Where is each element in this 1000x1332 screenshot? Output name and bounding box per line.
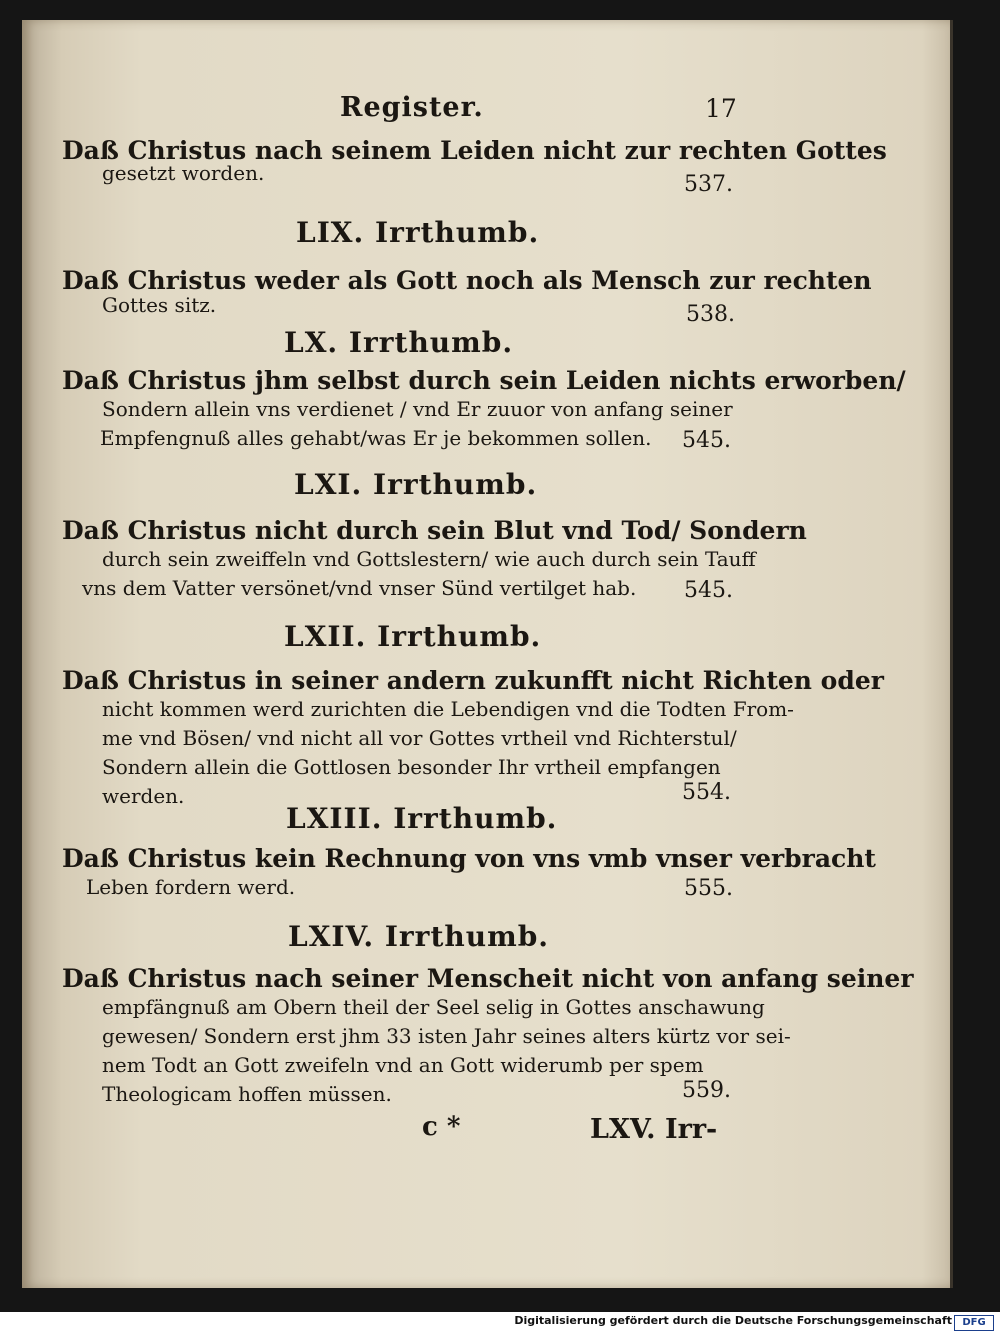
page-reference: 545. [684,578,733,603]
register-entry [62,136,887,188]
entry-line: nem Todt an Gott zweifeln vnd an Gott widerumb per spem [102,1053,704,1077]
page-number: 17 [705,94,737,123]
entry-line: vns dem Vatter versönet/vnd vnser Sünd vertilget hab. [82,576,637,600]
running-title: Register. [340,92,484,123]
digitization-footer [0,1312,1000,1332]
register-entry [62,666,884,811]
entry-line: werden. [102,784,185,808]
page-reference: 545. [682,428,731,453]
error-heading: LXIII. Irrthumb. [286,802,558,835]
funding-credit: Digitalisierung gefördert durch die Deutsche Forschungsgemeinschaft [514,1314,952,1327]
entry-line: gesetzt worden. [102,161,265,185]
page-reference: 538. [686,302,735,327]
error-heading: LXII. Irrthumb. [284,620,542,653]
entry-line: Daß Christus nach seiner Menscheit nicht von anfang seiner [62,964,914,993]
error-heading: LIX. Irrthumb. [296,216,540,249]
signature-mark: c * [422,1112,461,1142]
entry-line: Leben fordern werd. [86,875,296,899]
entry-line: Daß Christus in seiner andern zukunfft nicht Richten oder [62,666,884,695]
entry-line: me vnd Bösen/ vnd nicht all vor Gottes vrtheil vnd Richterstul/ [102,726,737,750]
dfg-logo: DFG [954,1315,994,1331]
catchword: LXV. Irr- [590,1114,718,1145]
entry-line: Gottes sitz. [102,293,217,317]
book-page [22,20,953,1288]
entry-line: nicht kommen werd zurichten die Lebendigen vnd die Todten From- [102,697,794,721]
page-reference: 555. [684,876,733,901]
entry-line: Sondern allein die Gottlosen besonder Ihr vrtheil empfangen [102,755,721,779]
error-heading: LXI. Irrthumb. [294,468,538,501]
entry-line: Daß Christus nach seinem Leiden nicht zur rechten Gottes [62,136,887,165]
entry-line: Theologicam hoffen müssen. [102,1082,392,1106]
register-entry [62,844,876,902]
entry-line: empfängnuß am Obern theil der Seel selig in Gottes anschawung [102,995,765,1019]
entry-line: Empfengnuß alles gehabt/was Er je bekommen sollen. [100,426,652,450]
error-heading: LX. Irrthumb. [284,326,514,359]
entry-line: gewesen/ Sondern erst jhm 33 isten Jahr seines alters kürtz vor sei- [102,1024,791,1048]
entry-line: Daß Christus jhm selbst durch sein Leiden nichts erworben/ [62,366,906,395]
entry-line: durch sein zweiffeln vnd Gottslestern/ wie auch durch sein Tauff [102,547,756,571]
entry-line: Daß Christus weder als Gott noch als Mensch zur rechten [62,266,872,295]
entry-line: Daß Christus kein Rechnung von vns vmb vnser verbracht [62,844,876,873]
error-heading: LXIV. Irrthumb. [288,920,550,953]
entry-line: Daß Christus nicht durch sein Blut vnd Tod/ Sondern [62,516,807,545]
entry-line: Sondern allein vns verdienet / vnd Er zuuor von anfang seiner [102,397,733,421]
page-reference: 537. [684,172,733,197]
page-reference: 559. [682,1078,731,1103]
register-entry [62,366,906,453]
register-entry [62,964,914,1109]
register-entry [62,266,872,320]
page-reference: 554. [682,780,731,805]
